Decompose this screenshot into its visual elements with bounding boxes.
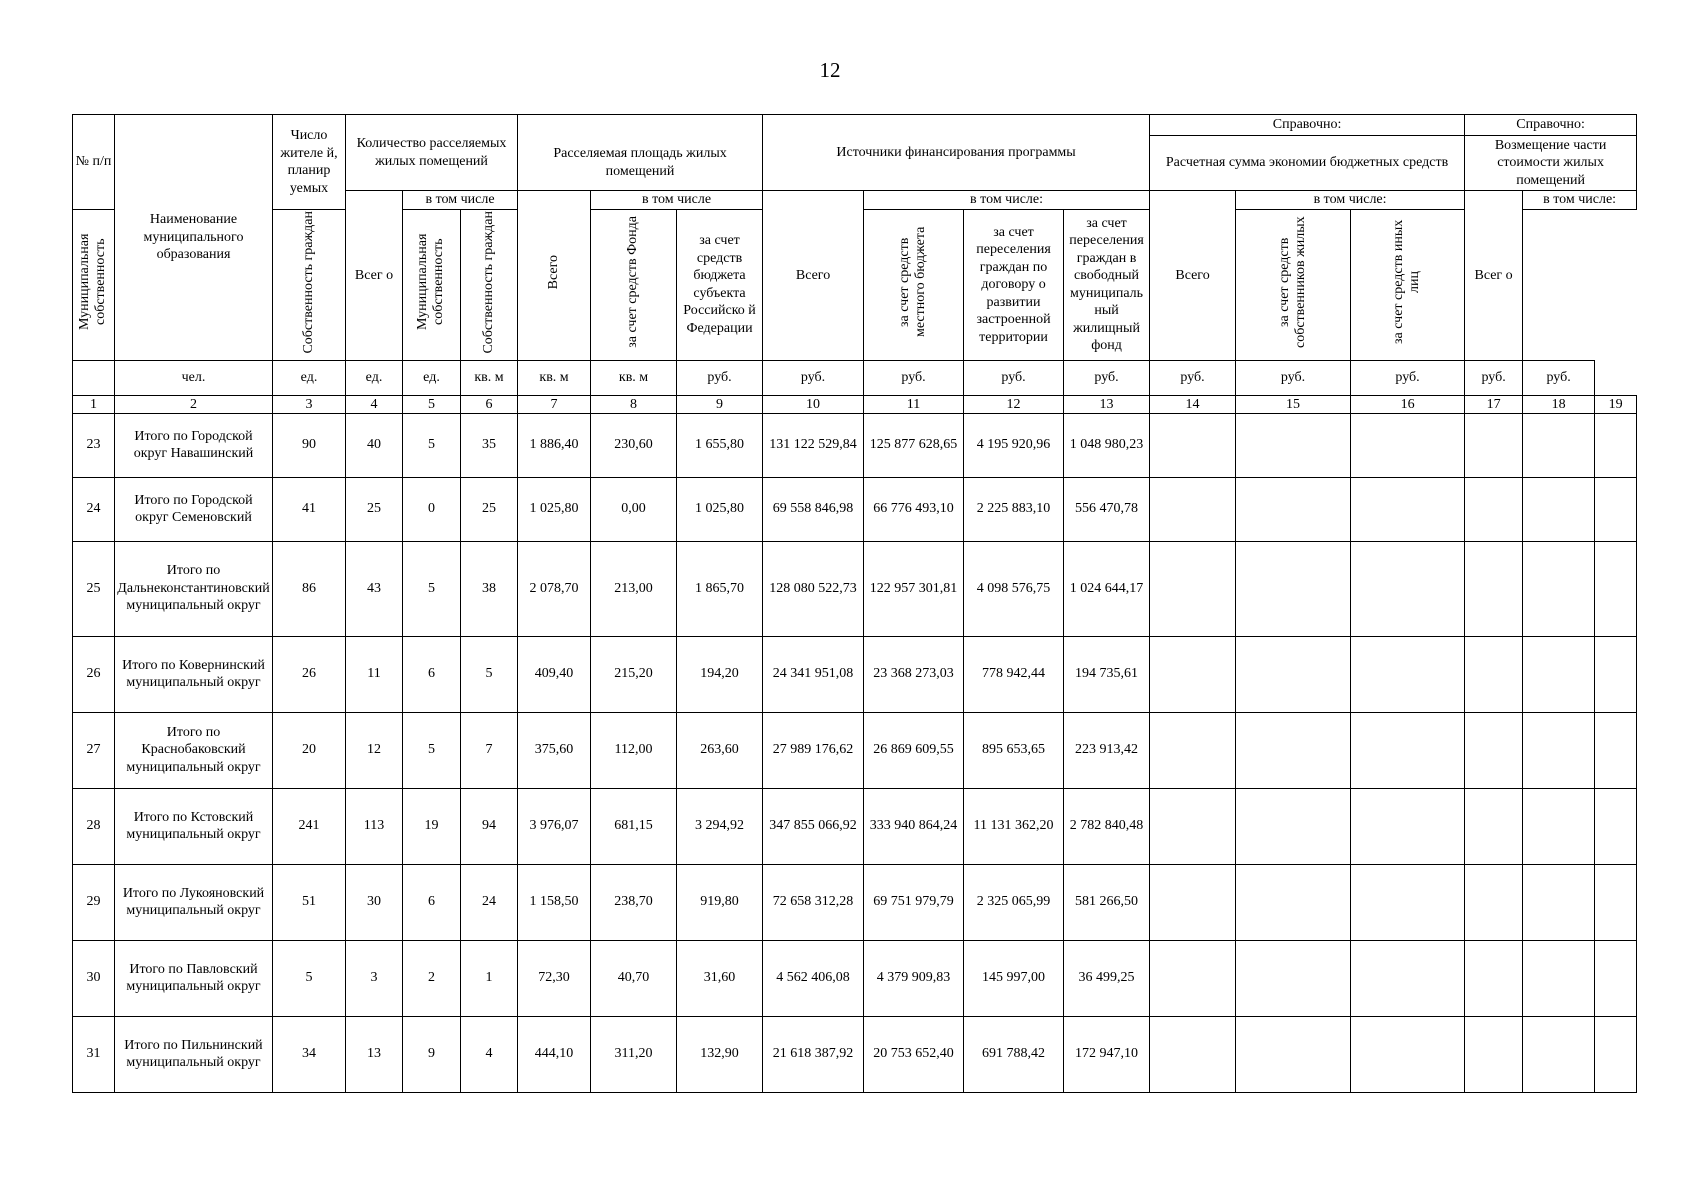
row-fin-fund: 122 957 301,81	[864, 541, 964, 636]
row-number: 26	[73, 636, 115, 712]
row-number: 30	[73, 940, 115, 1016]
header-reference-1: Справочно:	[1150, 115, 1465, 136]
row-flats-citizens: 24	[461, 864, 518, 940]
row-fin-local: 2 782 840,48	[1064, 788, 1150, 864]
column-number: 4	[346, 395, 403, 413]
row-empty-cell	[1236, 477, 1351, 541]
row-flats-municipal: 0	[403, 477, 461, 541]
row-empty-cell	[1523, 788, 1595, 864]
row-fin-subject: 145 997,00	[964, 940, 1064, 1016]
row-empty-cell	[1523, 636, 1595, 712]
row-empty-cell	[1351, 864, 1465, 940]
row-flats-municipal: 6	[403, 864, 461, 940]
row-empty-cell	[1351, 788, 1465, 864]
row-empty-cell	[1150, 1016, 1236, 1092]
row-empty-cell	[1351, 413, 1465, 477]
header-comp-owners: за счет средств собственников жилых	[1236, 210, 1351, 361]
row-flats-total: 11	[346, 636, 403, 712]
row-flats-municipal: 9	[403, 1016, 461, 1092]
row-area-citizens: 3 294,92	[677, 788, 763, 864]
header-fin-incl: в том числе:	[864, 191, 1150, 210]
row-area-total: 444,10	[518, 1016, 591, 1092]
row-area-total: 1 886,40	[518, 413, 591, 477]
row-flats-citizens: 7	[461, 712, 518, 788]
row-empty-cell	[1595, 712, 1637, 788]
row-area-citizens: 919,80	[677, 864, 763, 940]
row-fin-total: 69 558 846,98	[763, 477, 864, 541]
row-empty-cell	[1150, 864, 1236, 940]
row-empty-cell	[1523, 413, 1595, 477]
row-empty-cell	[1465, 541, 1523, 636]
row-number: 23	[73, 413, 115, 477]
row-flats-total: 43	[346, 541, 403, 636]
row-empty-cell	[1465, 636, 1523, 712]
unit-cell: чел.	[115, 360, 273, 395]
row-empty-cell	[1150, 940, 1236, 1016]
row-empty-cell	[1236, 940, 1351, 1016]
table-row	[73, 788, 1637, 864]
unit-cell: руб.	[864, 360, 964, 395]
header-area: Расселяемая площадь жилых помещений	[518, 115, 763, 191]
header-comp-total: Всег о	[1465, 191, 1523, 361]
header-flats-total: Всег о	[346, 191, 403, 361]
row-flats-total: 113	[346, 788, 403, 864]
row-empty-cell	[1351, 477, 1465, 541]
row-fin-local: 1 024 644,17	[1064, 541, 1150, 636]
row-number: 24	[73, 477, 115, 541]
row-area-citizens: 1 655,80	[677, 413, 763, 477]
row-empty-cell	[1595, 541, 1637, 636]
column-number: 13	[1064, 395, 1150, 413]
row-flats-citizens: 5	[461, 636, 518, 712]
row-empty-cell	[1351, 541, 1465, 636]
table-row	[73, 413, 1637, 477]
row-fin-subject: 895 653,65	[964, 712, 1064, 788]
header-compensation: Возмещение части стоимости жилых помещений	[1465, 136, 1637, 191]
row-name: Итого по Пильнинский муниципальный округ	[115, 1016, 273, 1092]
row-fin-total: 131 122 529,84	[763, 413, 864, 477]
column-number: 15	[1236, 395, 1351, 413]
row-empty-cell	[1465, 864, 1523, 940]
row-empty-cell	[1465, 413, 1523, 477]
row-empty-cell	[1523, 712, 1595, 788]
column-numbers-row	[73, 395, 1637, 413]
row-flats-citizens: 25	[461, 477, 518, 541]
row-area-total: 1 158,50	[518, 864, 591, 940]
header-flats-municipal: Муниципальная собственность	[73, 210, 115, 361]
row-area-citizens: 263,60	[677, 712, 763, 788]
row-area-total: 409,40	[518, 636, 591, 712]
row-area-citizens: 194,20	[677, 636, 763, 712]
row-empty-cell	[1523, 1016, 1595, 1092]
unit-cell: кв. м	[518, 360, 591, 395]
row-fin-total: 24 341 951,08	[763, 636, 864, 712]
column-number: 10	[763, 395, 864, 413]
row-empty-cell	[1236, 788, 1351, 864]
row-empty-cell	[1595, 1016, 1637, 1092]
row-fin-local: 172 947,10	[1064, 1016, 1150, 1092]
row-name: Итого по Кстовский муниципальный округ	[115, 788, 273, 864]
row-flats-municipal: 2	[403, 940, 461, 1016]
row-empty-cell	[1523, 477, 1595, 541]
row-empty-cell	[1150, 636, 1236, 712]
row-empty-cell	[1523, 541, 1595, 636]
row-area-municipal: 40,70	[591, 940, 677, 1016]
column-number: 19	[1595, 395, 1637, 413]
row-residents: 5	[273, 940, 346, 1016]
column-number: 1	[73, 395, 115, 413]
header-savings-total: Всего	[1150, 191, 1236, 361]
row-name: Итого по Городской округ Семеновский	[115, 477, 273, 541]
unit-cell: руб.	[677, 360, 763, 395]
row-name: Итого по Дальнеконстантиновский муниципальный округ	[115, 541, 273, 636]
row-area-citizens: 1 025,80	[677, 477, 763, 541]
row-empty-cell	[1351, 1016, 1465, 1092]
row-residents: 26	[273, 636, 346, 712]
header-name: Наименование муниципального образования	[115, 115, 273, 361]
row-fin-subject: 11 131 362,20	[964, 788, 1064, 864]
row-area-municipal: 215,20	[591, 636, 677, 712]
column-number: 5	[403, 395, 461, 413]
row-empty-cell	[1150, 413, 1236, 477]
header-area-municipal: Муниципальная собственность	[403, 210, 461, 361]
row-fin-subject: 2 225 883,10	[964, 477, 1064, 541]
row-fin-fund: 69 751 979,79	[864, 864, 964, 940]
row-fin-local: 36 499,25	[1064, 940, 1150, 1016]
row-flats-citizens: 1	[461, 940, 518, 1016]
row-fin-fund: 333 940 864,24	[864, 788, 964, 864]
column-number: 7	[518, 395, 591, 413]
row-fin-subject: 778 942,44	[964, 636, 1064, 712]
row-empty-cell	[1236, 864, 1351, 940]
unit-cell: руб.	[763, 360, 864, 395]
row-empty-cell	[1351, 636, 1465, 712]
row-flats-total: 3	[346, 940, 403, 1016]
row-area-citizens: 1 865,70	[677, 541, 763, 636]
header-fin-subject: за счет средств бюджета субъекта Российско й Федерации	[677, 210, 763, 361]
row-fin-total: 128 080 522,73	[763, 541, 864, 636]
row-fin-total: 4 562 406,08	[763, 940, 864, 1016]
row-empty-cell	[1523, 864, 1595, 940]
row-area-total: 1 025,80	[518, 477, 591, 541]
settlement-table	[72, 114, 1637, 1093]
row-area-municipal: 213,00	[591, 541, 677, 636]
header-savings: Расчетная сумма экономии бюджетных средств	[1150, 136, 1465, 191]
row-empty-cell	[1236, 541, 1351, 636]
row-area-total: 2 078,70	[518, 541, 591, 636]
row-empty-cell	[1595, 940, 1637, 1016]
row-empty-cell	[1351, 940, 1465, 1016]
row-fin-fund: 26 869 609,55	[864, 712, 964, 788]
row-fin-local: 1 048 980,23	[1064, 413, 1150, 477]
row-fin-fund: 125 877 628,65	[864, 413, 964, 477]
unit-cell: руб.	[1064, 360, 1150, 395]
row-area-citizens: 31,60	[677, 940, 763, 1016]
units-row	[73, 360, 1637, 395]
column-number: 9	[677, 395, 763, 413]
row-fin-total: 347 855 066,92	[763, 788, 864, 864]
row-number: 25	[73, 541, 115, 636]
row-flats-citizens: 94	[461, 788, 518, 864]
row-area-municipal: 230,60	[591, 413, 677, 477]
row-fin-subject: 691 788,42	[964, 1016, 1064, 1092]
table-row	[73, 541, 1637, 636]
column-number: 16	[1351, 395, 1465, 413]
row-area-total: 72,30	[518, 940, 591, 1016]
row-fin-local: 223 913,42	[1064, 712, 1150, 788]
row-number: 28	[73, 788, 115, 864]
table-row	[73, 636, 1637, 712]
header-residents: Число жителе й, планир уемых	[273, 115, 346, 210]
unit-cell: руб.	[1236, 360, 1351, 395]
row-fin-total: 21 618 387,92	[763, 1016, 864, 1092]
row-flats-municipal: 5	[403, 413, 461, 477]
row-empty-cell	[1236, 712, 1351, 788]
row-empty-cell	[1236, 413, 1351, 477]
row-residents: 51	[273, 864, 346, 940]
row-flats-municipal: 5	[403, 541, 461, 636]
header-fin-local: за счет средств местного бюджета	[864, 210, 964, 361]
header-reference-2: Справочно:	[1465, 115, 1637, 136]
unit-cell: руб.	[1150, 360, 1236, 395]
row-empty-cell	[1150, 477, 1236, 541]
row-area-municipal: 311,20	[591, 1016, 677, 1092]
row-empty-cell	[1465, 712, 1523, 788]
row-empty-cell	[1465, 940, 1523, 1016]
row-empty-cell	[1595, 477, 1637, 541]
row-fin-total: 72 658 312,28	[763, 864, 864, 940]
unit-cell: ед.	[403, 360, 461, 395]
header-financing: Источники финансирования программы	[763, 115, 1150, 191]
column-number: 12	[964, 395, 1064, 413]
column-number: 8	[591, 395, 677, 413]
header-flats-incl: в том числе	[403, 191, 518, 210]
row-empty-cell	[1351, 712, 1465, 788]
row-residents: 241	[273, 788, 346, 864]
row-fin-fund: 20 753 652,40	[864, 1016, 964, 1092]
column-number: 11	[864, 395, 964, 413]
column-number: 18	[1523, 395, 1595, 413]
column-number: 17	[1465, 395, 1523, 413]
row-residents: 41	[273, 477, 346, 541]
unit-cell: руб.	[1523, 360, 1595, 395]
row-empty-cell	[1465, 788, 1523, 864]
row-empty-cell	[1150, 712, 1236, 788]
unit-cell: ед.	[273, 360, 346, 395]
row-empty-cell	[1236, 1016, 1351, 1092]
row-name: Итого по Лукояновский муниципальный округ	[115, 864, 273, 940]
column-number: 3	[273, 395, 346, 413]
header-area-citizens: Собственность граждан	[461, 210, 518, 361]
unit-cell: кв. м	[591, 360, 677, 395]
row-fin-local: 581 266,50	[1064, 864, 1150, 940]
row-flats-municipal: 5	[403, 712, 461, 788]
row-area-citizens: 132,90	[677, 1016, 763, 1092]
row-empty-cell	[1595, 636, 1637, 712]
row-number: 31	[73, 1016, 115, 1092]
row-name: Итого по Павловский муниципальный округ	[115, 940, 273, 1016]
row-flats-total: 40	[346, 413, 403, 477]
header-fin-fund: за счет средств Фонда	[591, 210, 677, 361]
column-number: 6	[461, 395, 518, 413]
data-rows	[73, 413, 1637, 1092]
row-flats-total: 25	[346, 477, 403, 541]
page-number: 12	[819, 58, 841, 82]
row-empty-cell	[1150, 541, 1236, 636]
column-number: 14	[1150, 395, 1236, 413]
row-empty-cell	[1523, 940, 1595, 1016]
row-area-municipal: 112,00	[591, 712, 677, 788]
header-area-incl: в том числе	[591, 191, 763, 210]
row-name: Итого по Городской округ Навашинский	[115, 413, 273, 477]
header-row-1	[73, 115, 1637, 136]
row-number: 27	[73, 712, 115, 788]
header-savings-incl: в том числе:	[1236, 191, 1465, 210]
row-fin-fund: 4 379 909,83	[864, 940, 964, 1016]
row-residents: 90	[273, 413, 346, 477]
header-fin-total: Всего	[763, 191, 864, 361]
row-flats-municipal: 6	[403, 636, 461, 712]
row-fin-subject: 4 098 576,75	[964, 541, 1064, 636]
row-flats-municipal: 19	[403, 788, 461, 864]
row-fin-local: 194 735,61	[1064, 636, 1150, 712]
row-flats-total: 12	[346, 712, 403, 788]
row-empty-cell	[1595, 864, 1637, 940]
row-area-total: 375,60	[518, 712, 591, 788]
row-area-municipal: 0,00	[591, 477, 677, 541]
row-number: 29	[73, 864, 115, 940]
header-comp-incl: в том числе:	[1523, 191, 1637, 210]
row-empty-cell	[1465, 477, 1523, 541]
table-row	[73, 940, 1637, 1016]
row-residents: 86	[273, 541, 346, 636]
row-fin-fund: 23 368 273,03	[864, 636, 964, 712]
header-flats-count: Количество расселяемых жилых помещений	[346, 115, 518, 191]
row-empty-cell	[1150, 788, 1236, 864]
unit-cell: руб.	[964, 360, 1064, 395]
header-area-total: Всего	[518, 191, 591, 361]
table-row	[73, 864, 1637, 940]
table-row	[73, 712, 1637, 788]
row-empty-cell	[1595, 788, 1637, 864]
unit-cell: кв. м	[461, 360, 518, 395]
header-savings-contract: за счет переселения граждан по договору о развитии застроенной территории	[964, 210, 1064, 361]
row-flats-total: 30	[346, 864, 403, 940]
unit-cell: руб.	[1351, 360, 1465, 395]
row-area-municipal: 238,70	[591, 864, 677, 940]
row-name: Итого по Краснобаковский муниципальный округ	[115, 712, 273, 788]
row-flats-citizens: 4	[461, 1016, 518, 1092]
column-number: 2	[115, 395, 273, 413]
unit-cell	[73, 360, 115, 395]
row-flats-citizens: 35	[461, 413, 518, 477]
row-fin-total: 27 989 176,62	[763, 712, 864, 788]
unit-cell: ед.	[346, 360, 403, 395]
row-area-municipal: 681,15	[591, 788, 677, 864]
row-empty-cell	[1595, 413, 1637, 477]
table-row	[73, 1016, 1637, 1092]
header-flats-citizens: Собственность граждан	[273, 210, 346, 361]
row-flats-total: 13	[346, 1016, 403, 1092]
row-residents: 20	[273, 712, 346, 788]
row-empty-cell	[1236, 636, 1351, 712]
row-flats-citizens: 38	[461, 541, 518, 636]
row-empty-cell	[1465, 1016, 1523, 1092]
row-area-total: 3 976,07	[518, 788, 591, 864]
row-fin-local: 556 470,78	[1064, 477, 1150, 541]
table-row	[73, 477, 1637, 541]
unit-cell: руб.	[1465, 360, 1523, 395]
header-num: № п/п	[73, 115, 115, 210]
row-fin-fund: 66 776 493,10	[864, 477, 964, 541]
row-fin-subject: 2 325 065,99	[964, 864, 1064, 940]
row-name: Итого по Ковернинский муниципальный округ	[115, 636, 273, 712]
row-fin-subject: 4 195 920,96	[964, 413, 1064, 477]
header-comp-other: за счет средств иных лиц	[1351, 210, 1465, 361]
header-savings-free-fund: за счет переселения граждан в свободный муниципаль ный жилищный фонд	[1064, 210, 1150, 361]
row-residents: 34	[273, 1016, 346, 1092]
